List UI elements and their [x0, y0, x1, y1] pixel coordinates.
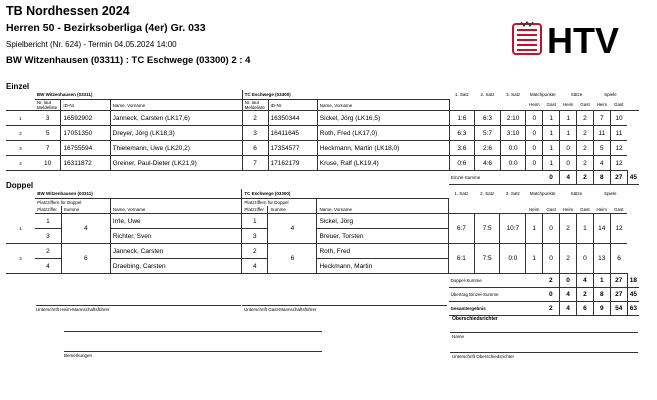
table-cell: 0:0 — [500, 244, 526, 274]
table-cell: 6 — [61, 244, 110, 274]
table-cell: 0 — [526, 156, 543, 171]
table-cell: 1 — [6, 214, 35, 244]
table-cell: 8 — [593, 288, 610, 302]
table-cell: 6:1 — [449, 244, 475, 274]
table-cell: 3:6 — [449, 141, 475, 156]
htv-logo — [511, 18, 635, 60]
gast-header: Gast — [610, 100, 627, 111]
table-cell: Platzziffer — [242, 206, 268, 214]
table-cell: 2 — [543, 302, 560, 316]
table-cell: 4 — [593, 156, 610, 171]
table-cell: Irrle, Uwe — [110, 214, 242, 229]
table-cell: Spiele — [604, 191, 617, 197]
table-cell: 2 — [577, 156, 594, 171]
table-cell: Doppel-Summe — [449, 274, 543, 288]
table-cell: Richter, Sven — [110, 229, 242, 244]
table-cell: Heckmann, Martin (LK18,0) — [317, 141, 449, 156]
league-title: Herren 50 - Bezirksoberliga (4er) Gr. 033 — [6, 22, 206, 34]
table-cell: 18 — [627, 274, 639, 288]
table-cell: Gast — [576, 206, 593, 214]
tournament-title: TB Nordhessen 2024 — [6, 4, 130, 18]
table-cell: 7:5 — [474, 214, 500, 244]
table-cell: 1 — [543, 126, 560, 141]
table-cell: 0 — [560, 274, 577, 288]
table-cell: 7 — [593, 111, 610, 126]
table-cell: 4 — [35, 259, 61, 274]
table-cell: 0 — [543, 288, 560, 302]
table-cell: 7 — [35, 141, 61, 156]
table-cell: 2 — [577, 126, 594, 141]
table-cell: 1 — [526, 214, 543, 244]
table-cell: 2:10 — [500, 111, 526, 126]
table-cell: 16755594 — [61, 141, 110, 156]
table-cell: 4 — [268, 214, 317, 244]
einzel-row — [6, 141, 639, 156]
table-cell: 2 — [6, 126, 35, 141]
table-cell: 1 — [526, 244, 543, 274]
table-cell: 4 — [560, 302, 577, 316]
einzel-row — [6, 156, 639, 171]
table-cell: 4 — [560, 171, 577, 185]
table-cell: 11 — [593, 126, 610, 141]
table-cell: 13 — [593, 244, 610, 274]
table-cell: Dreyer, Jörg (LK18,3) — [110, 126, 242, 141]
table-cell: Heckmann, Martin — [317, 259, 449, 274]
doppel-row — [6, 214, 639, 229]
table-cell: 5 — [593, 141, 610, 156]
einzel-row — [6, 111, 639, 126]
home-team-name: BW Witzenhausen (03311) — [35, 90, 242, 100]
table-cell: 1 — [543, 141, 560, 156]
table-cell: 0:0 — [500, 156, 526, 171]
oberschiedsrichter-label: Oberschiedsrichter — [452, 316, 498, 322]
table-cell: 3 — [242, 126, 268, 141]
doppel-summe-row — [6, 274, 639, 288]
table-cell: 45 — [627, 171, 639, 185]
table-cell: 2 — [560, 244, 577, 274]
nr-laut-header: Nr. laut Meldeliste — [242, 100, 268, 111]
sig-home-label: Unterschrift Heim-Mannschaftsführer — [36, 307, 110, 312]
table-cell: 2 — [560, 214, 577, 244]
name-header: Name, Vorname — [317, 100, 449, 111]
table-cell: Heim — [593, 206, 610, 214]
svg-text:HTV: HTV — [547, 20, 619, 60]
table-cell: 6:3 — [449, 126, 475, 141]
table-cell: 27 — [610, 171, 627, 185]
table-cell: 3 — [242, 229, 268, 244]
id-header: ID-Nr. — [61, 100, 110, 111]
table-cell: 3 — [6, 141, 35, 156]
sig-guest-label: Unterschrift Gast-Mannschaftsführer — [244, 307, 317, 312]
table-cell: 4 — [6, 156, 35, 171]
table-cell: 6:7 — [449, 214, 475, 244]
platzziffern-header: Platzziffern für Doppel — [242, 199, 317, 207]
table-cell: 1 — [6, 111, 35, 126]
table-cell: 1 — [543, 111, 560, 126]
doppel-table — [6, 189, 639, 316]
satz1-header: 1. Satz — [454, 92, 469, 98]
doppel-heading: Doppel — [6, 181, 34, 190]
table-cell: Janneck, Carsten — [110, 244, 242, 259]
table-cell: 2 — [242, 111, 268, 126]
table-cell: Draebing, Carsten — [110, 259, 242, 274]
einzel-table — [6, 90, 639, 185]
table-cell: Gast — [543, 206, 560, 214]
table-cell: Heim — [526, 206, 543, 214]
guest-team-name: TC Eschwege (03300) — [242, 189, 449, 199]
table-cell: Kruse, Ralf (LK19,4) — [317, 156, 449, 171]
table-cell: 16411645 — [268, 126, 317, 141]
table-cell: 4:6 — [475, 156, 501, 171]
table-cell: 10 — [610, 111, 627, 126]
table-cell: 2 — [577, 111, 594, 126]
table-cell: 1 — [242, 214, 268, 229]
table-cell: 16311872 — [61, 156, 110, 171]
hesse-lion-icon — [513, 22, 541, 54]
uebertrag-row — [6, 288, 639, 302]
table-cell: Heim — [560, 206, 577, 214]
table-cell: 0 — [560, 156, 577, 171]
table-cell: 3:10 — [500, 126, 526, 141]
table-cell: 4 — [61, 214, 110, 244]
table-cell: Übertrag Einzel-Summe — [449, 288, 543, 302]
table-cell: 9 — [593, 302, 610, 316]
platzziffern-header: Platzziffern für Doppel — [35, 199, 110, 207]
table-cell: Sickel, Jörg (LK16,5) — [317, 111, 449, 126]
table-cell: 45 — [627, 288, 639, 302]
table-cell: 4 — [560, 288, 577, 302]
table-cell: 2. Satz — [480, 191, 495, 197]
table-cell: Greiner, Paul-Dieter (LK21,9) — [110, 156, 242, 171]
table-cell: Gesamtergebnis — [449, 302, 543, 316]
table-cell: 6:3 — [475, 111, 501, 126]
table-cell: 1:6 — [449, 111, 475, 126]
home-team-name: BW Witzenhausen (03311) — [35, 189, 242, 199]
heim-header: Heim — [593, 100, 610, 111]
table-cell: 3 — [35, 111, 61, 126]
table-cell: Thielemann, Uwe (LK20,2) — [110, 141, 242, 156]
table-cell: 4 — [576, 274, 593, 288]
table-cell: 16350344 — [268, 111, 317, 126]
table-cell: 2 — [35, 244, 61, 259]
table-cell: Summe — [268, 206, 317, 214]
table-cell: 0 — [526, 141, 543, 156]
table-cell: 3 — [35, 229, 61, 244]
table-cell: 0 — [526, 111, 543, 126]
gast-header: Gast — [577, 100, 594, 111]
table-cell: 8 — [593, 171, 610, 185]
table-cell: 0 — [543, 244, 560, 274]
sig-ober-label: Unterschrift Oberschiedsrichter — [452, 354, 515, 359]
gast-header: Gast — [543, 100, 560, 111]
table-cell: Roth, Fred (LK17,0) — [317, 126, 449, 141]
match-result: BW Witzenhausen (03311) : TC Eschwege (03300) 2 : 4 — [6, 55, 251, 66]
table-cell: Name, Vorname — [317, 206, 449, 214]
table-cell: 27 — [610, 288, 627, 302]
table-cell: 54 — [610, 302, 627, 316]
table-cell: Sätze — [570, 191, 583, 197]
table-cell: 14 — [593, 214, 610, 244]
table-cell: Name, Vorname — [110, 206, 242, 214]
table-cell: 1 — [35, 214, 61, 229]
einzel-summe-row — [6, 171, 639, 185]
table-cell: Summe — [61, 206, 110, 214]
table-cell: 2 — [577, 171, 594, 185]
name-label: Name — [452, 334, 465, 339]
table-cell: 1 — [593, 274, 610, 288]
table-cell: 11 — [610, 126, 627, 141]
table-cell: 0 — [576, 244, 593, 274]
heim-header: Heim — [526, 100, 543, 111]
table-cell: 12 — [610, 141, 627, 156]
report-info: Spielbericht (Nr. 624) - Termin 04.05.2024 14:00 — [6, 40, 177, 49]
bemerkungen-label: Bemerkungen — [64, 353, 93, 358]
table-cell: 10:7 — [500, 214, 526, 244]
table-cell: 16592902 — [61, 111, 110, 126]
table-cell: 4 — [242, 259, 268, 274]
satz3-header: 3. Satz — [506, 92, 521, 98]
table-cell: Platzziffer — [35, 206, 61, 214]
einzel-summe-label: Einzel-Summe — [449, 171, 543, 185]
table-cell: 7:5 — [474, 244, 500, 274]
table-cell: 2 — [577, 141, 594, 156]
table-cell: 6 — [268, 244, 317, 274]
table-cell: 7 — [242, 156, 268, 171]
table-cell: 6 — [242, 141, 268, 156]
table-cell: 2:6 — [475, 141, 501, 156]
table-cell: 0 — [543, 171, 560, 185]
table-cell: Matchpunkte — [529, 191, 556, 197]
table-cell: 63 — [627, 302, 639, 316]
table-cell: 12 — [610, 214, 627, 244]
table-cell: 1 — [560, 126, 577, 141]
table-cell: Roth, Fred — [317, 244, 449, 259]
table-cell: 0:0 — [500, 141, 526, 156]
table-cell: Sickel, Jörg — [317, 214, 449, 229]
table-cell: 0 — [526, 126, 543, 141]
table-cell: 1 — [576, 214, 593, 244]
nr-laut-header: Nr. laut Meldeliste — [35, 100, 61, 111]
table-cell: 1 — [543, 156, 560, 171]
table-cell: 5:7 — [475, 126, 501, 141]
matchpunkte-header: Matchpunkte — [529, 92, 556, 98]
table-cell: 27 — [610, 274, 627, 288]
table-cell: 1. Satz — [454, 191, 469, 197]
table-cell: 12 — [610, 156, 627, 171]
table-cell: 2 — [576, 288, 593, 302]
id-header: ID-Nr. — [268, 100, 317, 111]
name-header: Name, Vorname — [110, 100, 242, 111]
saetze-header: Sätze — [570, 92, 583, 98]
satz2-header: 2. Satz — [480, 92, 495, 98]
table-cell: 6 — [610, 244, 627, 274]
table-cell: 5 — [35, 126, 61, 141]
table-cell: 17354577 — [268, 141, 317, 156]
table-cell: 10 — [35, 156, 61, 171]
doppel-row — [6, 244, 639, 259]
table-cell: 0 — [560, 141, 577, 156]
table-cell: Janneck, Carsten (LK17,6) — [110, 111, 242, 126]
guest-team-name: TC Eschwege (03300) — [242, 90, 449, 100]
einzel-row — [6, 126, 639, 141]
table-cell: 2 — [6, 244, 35, 274]
table-cell: 3. Satz — [505, 191, 520, 197]
table-cell: 0 — [543, 214, 560, 244]
table-cell: 2 — [242, 244, 268, 259]
table-cell: 6 — [576, 302, 593, 316]
table-cell: Gast — [610, 206, 627, 214]
table-cell: 2 — [543, 274, 560, 288]
table-cell: 17162179 — [268, 156, 317, 171]
table-cell: 17051350 — [61, 126, 110, 141]
heim-header: Heim — [560, 100, 577, 111]
einzel-heading: Einzel — [6, 82, 30, 91]
table-cell: Breuer, Torsten — [317, 229, 449, 244]
table-cell: 1 — [560, 111, 577, 126]
spiele-header: Spiele — [604, 92, 617, 98]
table-cell: 0:6 — [449, 156, 475, 171]
